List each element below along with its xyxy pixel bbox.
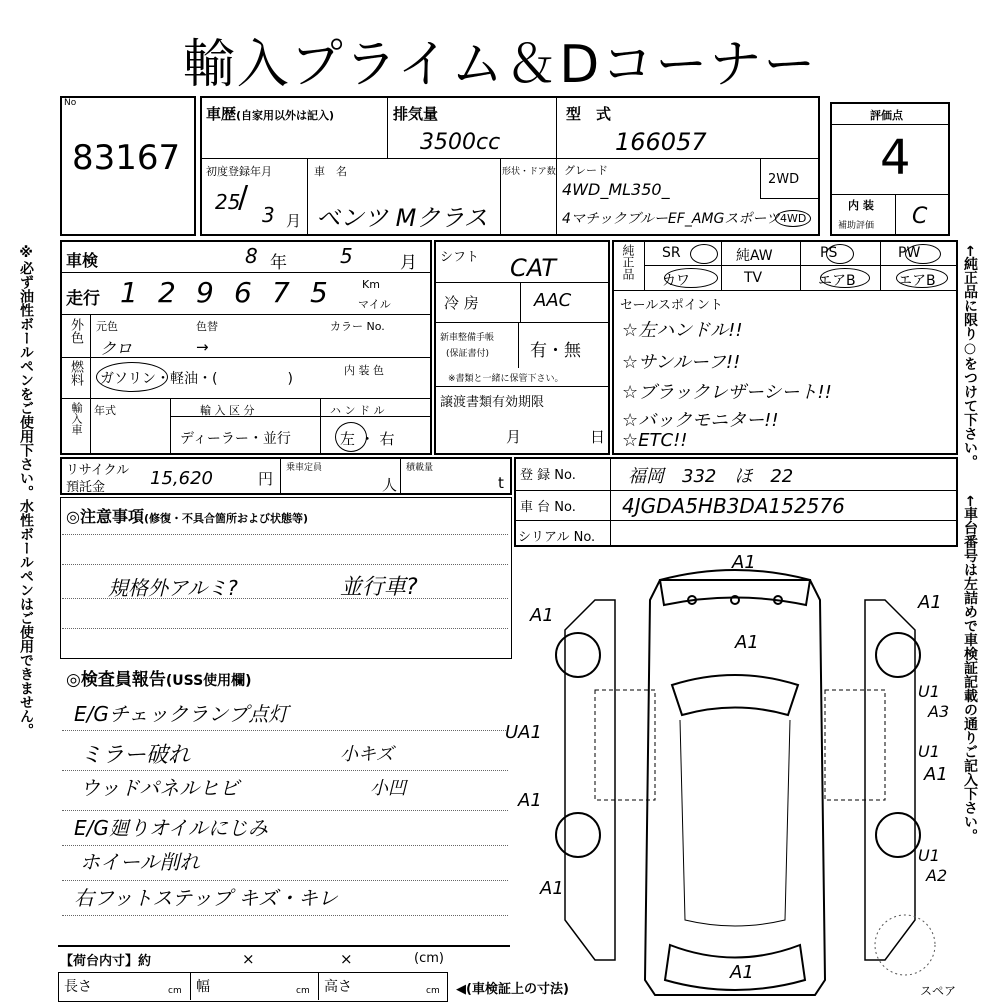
load-unit: t	[498, 474, 504, 492]
drive-4wd: 4WD	[775, 210, 811, 227]
chassis-label: 車 台 No.	[520, 500, 576, 515]
chassis-value: 4JGDA5HB3DA152576	[622, 494, 845, 518]
capacity-unit: 人	[382, 476, 398, 494]
ac-value: AAC	[534, 290, 572, 311]
genuine-item: SR	[662, 245, 681, 261]
inspector-side: 小凹	[370, 778, 406, 799]
first-reg-month: 3	[262, 203, 275, 227]
import-value: ディーラー・並行	[180, 431, 291, 447]
genuine-item: エアB	[818, 273, 856, 289]
cargo-unit: (cm)	[414, 951, 444, 966]
shift-label: シフト	[440, 250, 480, 265]
notes-line: 規格外アルミ?	[108, 576, 238, 600]
inspector-label: ◎検査員報告(USS使用欄)	[66, 670, 252, 690]
diagram-mark-right: A2	[926, 866, 948, 885]
model-type-value: 166057	[615, 128, 707, 156]
inspector-line: 右フットステップ キズ・キレ	[74, 886, 338, 910]
diagram-mark-bottom: A1	[730, 962, 754, 983]
dims-height: 高さ	[324, 979, 352, 995]
recycle-label1: リサイクル	[66, 463, 130, 478]
first-reg-label: 初度登録年月	[206, 165, 272, 178]
score-label: 評価点	[870, 109, 903, 122]
genuine-circle	[664, 268, 718, 288]
mileage-digit: 2	[158, 276, 176, 309]
displacement-value: 3500cc	[420, 130, 501, 155]
sales-point-item: ☆ETC!!	[622, 430, 688, 451]
interior-eval-label2: 補助評価	[838, 221, 875, 231]
manual-note: ※書類と一緒に保管下さい。	[448, 374, 564, 384]
displacement-label: 排気量	[393, 105, 439, 123]
mileage-label: 走行	[66, 289, 100, 309]
cargo-label: 【荷台内寸】約	[60, 954, 152, 969]
dims-unit: cm	[426, 986, 440, 996]
score-value: 4	[880, 130, 911, 186]
shift-value: CAT	[510, 254, 557, 282]
interior-color-label: 内 装 色	[344, 364, 384, 377]
mileage-digit: 6	[234, 276, 252, 309]
car-diagram	[520, 560, 960, 1000]
fuel-label: 燃料	[68, 360, 83, 386]
manual-label1: 新車整備手帳	[440, 333, 495, 343]
recycle-unit: 円	[258, 470, 274, 488]
exterior-color-label: 外色	[68, 318, 83, 344]
cargo-x1: ×	[242, 950, 255, 968]
manual-label2: (保証書付)	[446, 349, 490, 359]
ac-label: 冷 房	[444, 294, 479, 312]
inspection-month-unit: 月	[400, 253, 417, 273]
inspection-year-unit: 年	[270, 253, 287, 273]
spare-label: スペア	[920, 984, 957, 998]
genuine-item: TV	[744, 270, 763, 286]
inspector-line: E/G廻りオイルにじみ	[74, 816, 268, 840]
dims-note: ◀(車検証上の寸法)	[456, 982, 569, 997]
genuine-circle	[905, 244, 941, 264]
genuine-item: エアB	[898, 273, 936, 289]
sales-points-label: セールスポイント	[620, 298, 723, 313]
mileage-digit: 1	[120, 276, 138, 309]
transfer-month: 月	[506, 428, 522, 446]
transfer-label: 譲渡書類有効期限	[440, 395, 545, 410]
inspector-line: E/Gチェックランプ点灯	[74, 702, 289, 726]
capacity-label: 乗車定員	[286, 463, 323, 473]
diagram-mark-right: U1	[918, 682, 940, 701]
diagram-mark-top: A1	[732, 552, 756, 573]
notes-line: 並行車?	[340, 575, 418, 600]
mileage-digit: 9	[196, 276, 214, 309]
shape-label: 形状・ドア数	[502, 167, 556, 177]
inspector-line: ウッドパネルヒビ	[80, 776, 240, 800]
fuel-circle	[96, 362, 168, 392]
drive-2wd: 2WD	[768, 172, 800, 187]
genuine-circle	[896, 268, 948, 288]
handle-value: 左 ・ 右	[340, 430, 395, 448]
first-reg-year: 25	[215, 190, 241, 214]
genuine-circle	[690, 244, 718, 264]
sales-point-item: ☆サンルーフ!!	[622, 352, 741, 373]
lot-number: 83167	[72, 138, 181, 178]
car-name-value: ベンツ Mクラス	[316, 204, 488, 232]
dims-width: 幅	[196, 979, 210, 995]
manual-value: 有・無	[530, 341, 581, 361]
mileage-unit-km: Km	[362, 278, 380, 291]
interior-eval-value: C	[912, 204, 928, 229]
registration-label: 登 録 No.	[520, 468, 576, 483]
model-type-label: 型 式	[566, 105, 612, 123]
diagram-mark-hood: A1	[735, 632, 759, 653]
sales-point-item: ☆バックモニター!!	[622, 410, 779, 431]
genuine-item: PW	[898, 245, 921, 261]
diagram-mark-left: UA1	[505, 722, 542, 743]
diagram-mark-right: A1	[924, 764, 948, 785]
genuine-label: 純正品	[621, 244, 635, 280]
lot-label: No	[64, 98, 77, 108]
diagram-mark-right: U1	[918, 846, 940, 865]
handle-label: ハ ン ド ル	[330, 404, 385, 417]
mileage-digit: 5	[310, 276, 328, 309]
registration-value: 福岡 332 ほ 22	[628, 466, 794, 487]
history-label: 車歴(自家用以外は記入)	[206, 105, 335, 123]
inspection-label: 車検	[66, 251, 99, 270]
import-label: 輸 入 区 分	[200, 404, 255, 417]
inspector-line: ミラー破れ	[80, 743, 191, 768]
dims-block	[58, 972, 448, 1002]
diagram-mark-right: A1	[918, 592, 942, 613]
grade-line1: 4WD_ML350_	[562, 180, 670, 199]
diagram-mark-left: A1	[530, 605, 554, 626]
genuine-item: 純AW	[736, 248, 773, 264]
cargo-x2: ×	[340, 950, 353, 968]
dims-unit: cm	[296, 986, 310, 996]
color-no-label: カラー No.	[330, 320, 385, 333]
serial-label: シリアル No.	[518, 530, 596, 545]
page-title: 輸入プライム＆Dコーナー	[182, 35, 818, 95]
exterior-orig-label: 元色	[96, 320, 118, 333]
inspector-side: 小キズ	[340, 744, 394, 765]
sales-point-item: ☆ブラックレザーシート!!	[622, 382, 832, 403]
import-car-label: 輸入車	[70, 402, 83, 435]
notes-label: ◎注意事項(修復・不具合箇所および状態等)	[66, 507, 309, 526]
genuine-item: PS	[820, 245, 838, 261]
year-label: 年式	[94, 404, 116, 417]
sales-point-item: ☆左ハンドル!!	[622, 320, 743, 341]
mileage-digits	[120, 276, 350, 312]
inspector-line: ホイール削れ	[80, 850, 200, 874]
genuine-circle	[826, 244, 854, 264]
genuine-item: カワ	[662, 273, 690, 289]
grade-label: グレード	[564, 164, 608, 177]
genuine-circle	[820, 268, 870, 288]
recycle-label2: 預託金	[66, 480, 106, 495]
dims-unit: cm	[168, 986, 182, 996]
interior-eval-label1: 内 装	[848, 199, 874, 212]
fuel-value: ガソリン・軽油・( )	[100, 371, 293, 387]
first-reg-month-unit: 月	[286, 212, 302, 230]
load-label: 積載量	[406, 463, 434, 473]
grade-line2: 4マチックブルーEF_AMGスポーツ	[562, 211, 780, 227]
exterior-change-label: 色替	[196, 320, 218, 333]
dims-length: 長さ	[64, 979, 92, 995]
mileage-digit: 7	[272, 276, 290, 309]
exterior-orig-value: クロ	[100, 339, 133, 358]
diagram-mark-left: A1	[518, 790, 542, 811]
diagram-mark-right: A3	[928, 702, 950, 721]
right-side-note-2: ←車台番号は左詰めで車検証記載の通りご記入下さい。	[962, 495, 978, 843]
right-side-note-1: ←純正品に限り○をつけて下さい。	[962, 245, 978, 469]
exterior-arrow: →	[196, 338, 209, 356]
recycle-value: 15,620	[150, 468, 213, 489]
diagram-mark-left: A1	[540, 878, 564, 899]
left-side-note: ※必ず油性ボールペンをご使用下さい。水性ボールペンはご使用できません。	[18, 245, 34, 737]
car-name-label: 車 名	[314, 165, 347, 178]
inspection-year: 8	[245, 244, 258, 268]
mileage-unit-mile: マイル	[358, 298, 391, 311]
handle-circle	[335, 422, 367, 452]
transfer-day: 日	[590, 428, 606, 446]
inspection-month: 5	[340, 244, 353, 268]
diagram-mark-right: U1	[918, 742, 940, 761]
